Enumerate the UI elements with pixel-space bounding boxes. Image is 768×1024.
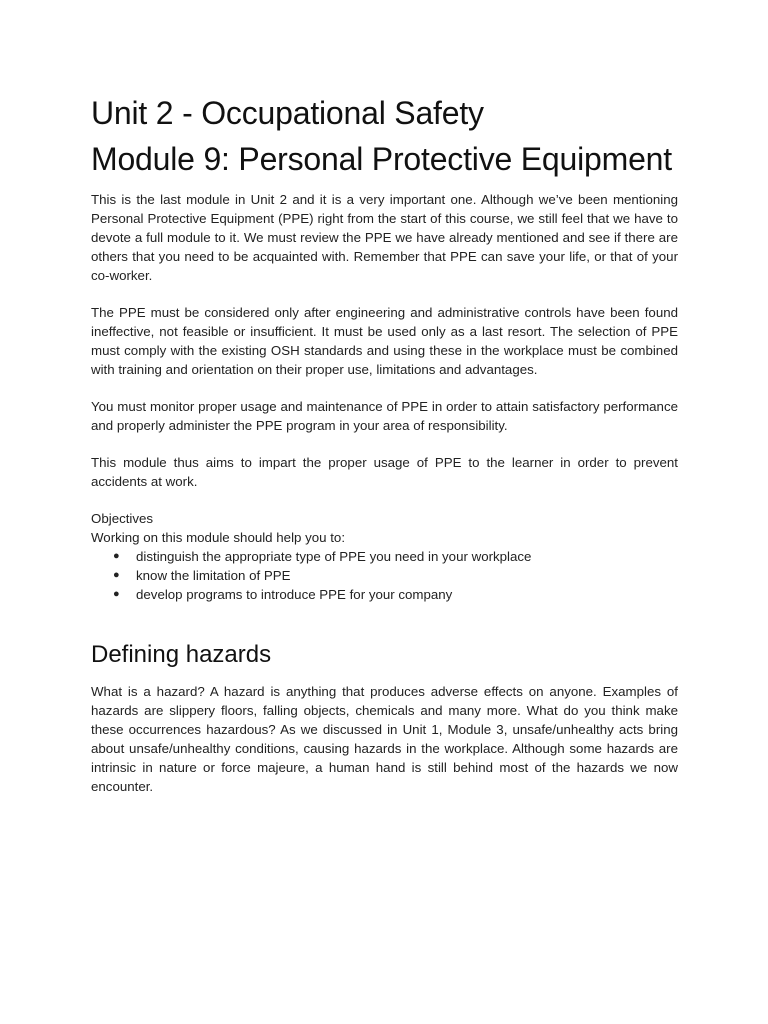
ppe-consideration-paragraph: The PPE must be considered only after engineering and administrative controls have been found ineffective, not feasible or insufficient. It must be used only as a last resort. The selection of PPE must comply with the existing OSH standards and using these in the workplace must be combined with training and orientation on their proper use, limitations and advantages.: [91, 305, 678, 377]
intro-paragraph: This is the last module in Unit 2 and it is a very important one. Although we’ve been mentioning Personal Protective Equipment (PPE) right from the start of this course, we still feel that we have to devote a full module to it. We must review the PPE we have already mentioned and see if there are others that you need to be acquainted with. Remember that PPE can save your life, or that of your co-worker.: [91, 192, 678, 283]
bullet-icon: ●: [113, 588, 120, 600]
bullet-icon: ●: [113, 569, 120, 581]
hazards-paragraph: What is a hazard? A hazard is anything that produces adverse effects on anyone. Examples of hazards are slippery floors, falling objects, chemicals and many more. What do you think make these occurrences hazardous? As we discussed in Unit 1, Module 3, unsafe/unhealthy acts bring about unsafe/unhealthy conditions, causing hazards in the workplace. Although some hazards are intrinsic in nature or force majeure, a human hand is still behind most of the hazards we now encounter.: [91, 684, 678, 794]
bullet-icon: ●: [113, 550, 120, 562]
unit-title: Unit 2 - Occupational Safety: [91, 95, 484, 131]
objectives-list: [91, 547, 678, 604]
list-item-text: know the limitation of PPE: [136, 568, 291, 583]
list-item: [113, 585, 678, 604]
objectives-title: Objectives: [91, 511, 154, 526]
list-item: [113, 547, 678, 566]
objectives-lead: Working on this module should help you to:: [91, 530, 346, 545]
section-heading: Defining hazards: [91, 641, 272, 668]
document-content: [91, 90, 678, 814]
objectives-block: [91, 509, 678, 604]
list-item-text: distinguish the appropriate type of PPE you need in your workplace: [136, 549, 532, 564]
module-title: Module 9: Personal Protective Equipment: [91, 141, 672, 177]
list-item: [113, 566, 678, 585]
module-aim-paragraph: This module thus aims to impart the proper usage of PPE to the learner in order to prevent accidents at work.: [91, 455, 678, 489]
list-item-text: develop programs to introduce PPE for your company: [136, 587, 453, 602]
ppe-monitoring-paragraph: You must monitor proper usage and maintenance of PPE in order to attain satisfactory performance and properly administer the PPE program in your area of responsibility.: [91, 399, 678, 433]
